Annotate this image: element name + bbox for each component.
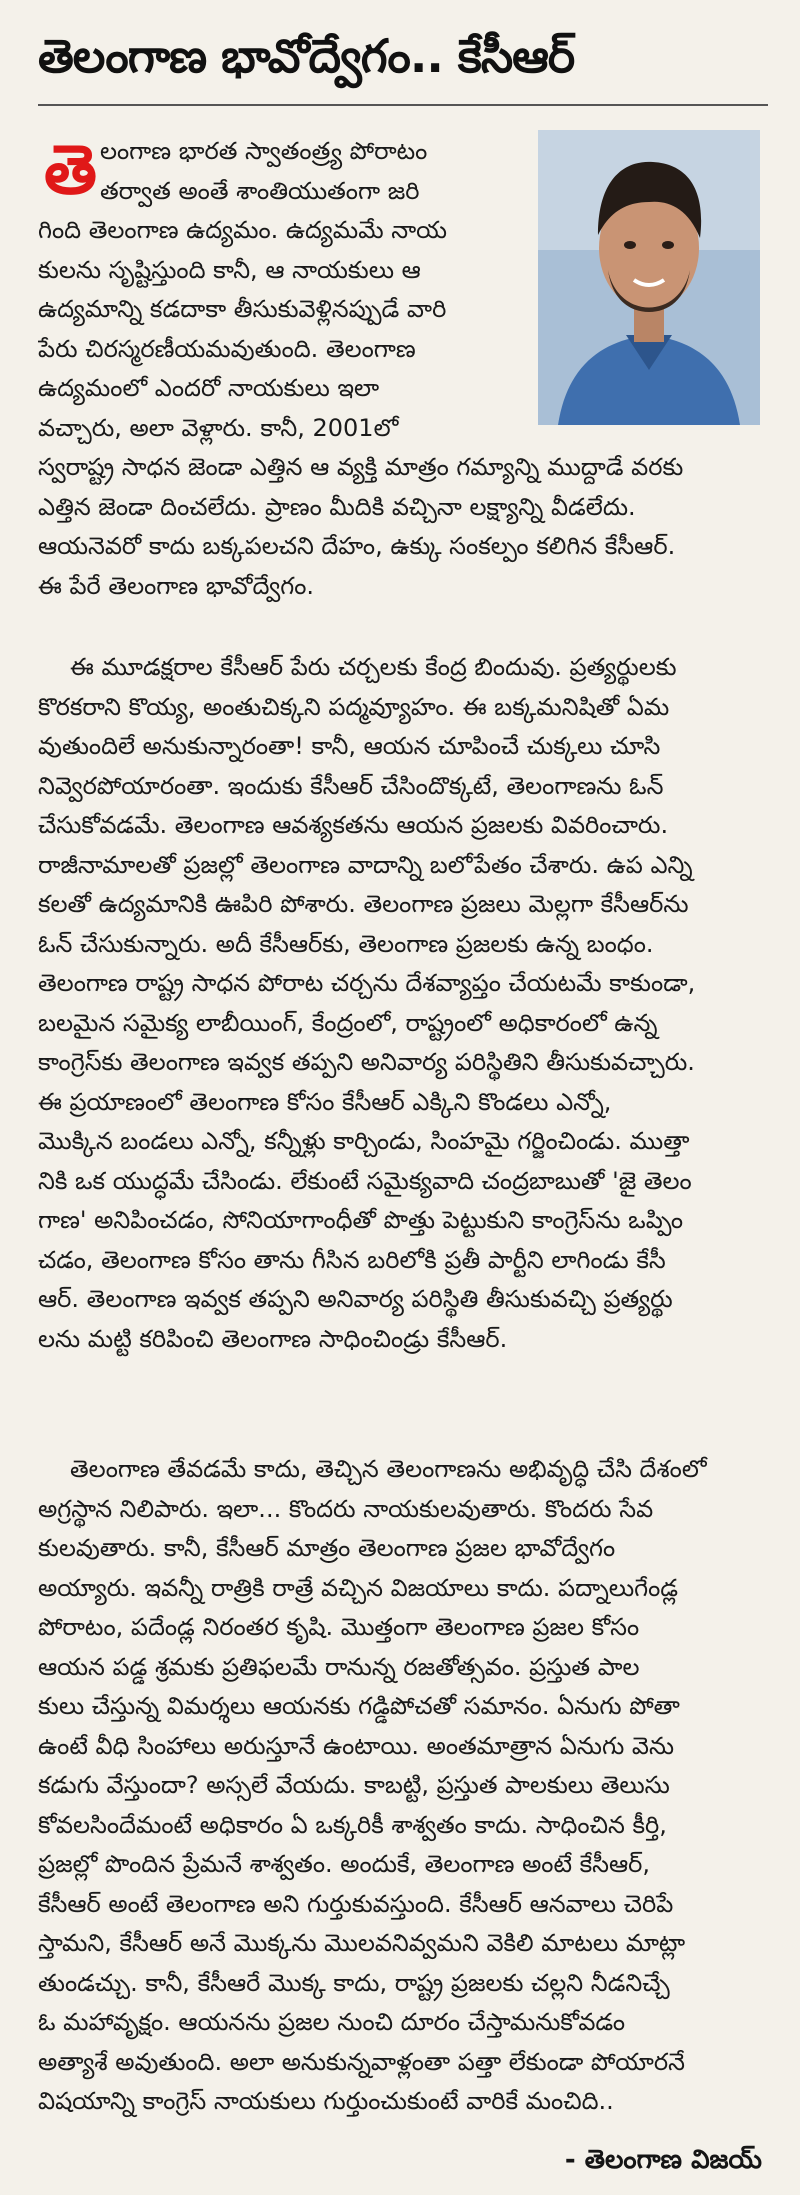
text-line: విషయాన్ని కాంగ్రెస్ నాయకులు గుర్తుంచుకుంటే వారికే మంచిది.. — [38, 2087, 614, 2115]
text-line: ఆర్. తెలంగాణ ఇవ్వక తప్పని అనివార్య పరిస్థితి తీసుకువచ్చి ప్రత్యర్థు — [38, 1285, 673, 1313]
text-line: బలమైన సమైక్య లాబీయింగ్, కేంద్రంలో, రాష్ట్రంలో అధికారంలో ఉన్న — [38, 1008, 658, 1037]
text-line: తెలంగాణ తేవడమే కాదు, తెచ్చిన తెలంగాణను అభివృద్ధి చేసి దేశంలో — [70, 1455, 707, 1483]
text-line: చేసుకోవడమే. తెలంగాణ ఆవశ్యకతను ఆయన ప్రజలకు వివరించారు. — [38, 811, 669, 839]
text-line: ఈ మూడక్షరాల కేసీఆర్ పేరు చర్చలకు కేంద్ర బిందువు. ప్రత్యర్థులకు — [70, 653, 677, 681]
text-line: మొక్కిన బండలు ఎన్నో, కన్నీళ్లు కార్చిండు, సింహమై గర్జించిండు. ముత్తా — [38, 1127, 690, 1155]
text-line: వుతుందిలే అనుకున్నారంతా! కానీ, ఆయన చూపించే చుక్కలు చూసి — [38, 732, 661, 760]
text-line: కొరకరాని కొయ్య, అంతుచిక్కని పద్మవ్యూహం. ఈ బక్కమనిషితో ఏమ — [38, 692, 670, 721]
text-line: రాజీనామాలతో ప్రజల్లో తెలంగాణ వాదాన్ని బలోపేతం చేశారు. ఉప ఎన్ని — [38, 850, 693, 879]
text-line: నికి ఒక యుద్ధమే చేసిండు. లేకుంటే సమైక్యవాది చంద్రబాబుతో 'జై తెలం — [38, 1166, 692, 1195]
text-line: ఈ పేరే తెలంగాణ భావోద్వేగం. — [38, 571, 315, 600]
headline-divider — [38, 104, 768, 106]
author-photo — [538, 130, 760, 425]
text-line: ప్రజల్లో పొందిన ప్రేమనే శాశ్వతం. అందుకే, తెలంగాణ అంటే కేసీఆర్, — [38, 1850, 650, 1878]
text-line: స్తామని, కేసీఆర్ అనే మొక్కను మొలవనివ్వమని వెకిలి మాటలు మాట్లా — [38, 1929, 686, 1957]
text-line: తెలంగాణ రాష్ట్ర సాధన పోరాట చర్చను దేశవ్యాప్తం చేయటమే కాకుండా, — [38, 969, 696, 997]
text-line: వచ్చారు, అలా వెళ్లారు. కానీ, 2001లో — [38, 413, 399, 442]
text-line: ఆయన పడ్డ శ్రమకు ప్రతిఫలమే రానున్న రజతోత్సవం. ప్రస్తుత పాల — [38, 1652, 640, 1681]
text-line: లను మట్టి కరిపించి తెలంగాణ సాధించిండ్రు కేసీఆర్. — [38, 1324, 508, 1353]
text-line: స్వరాష్ట్ర సాధన జెండా ఎత్తిన ఆ వ్యక్తి మాత్రం గమ్యాన్ని ముద్దాడే వరకు — [38, 453, 684, 481]
text-line: ఉద్యమంలో ఎందరో నాయకులు ఇలా — [38, 374, 380, 402]
text-line: పోరాటం, పదేండ్ల నిరంతర కృషి. మొత్తంగా తెలంగాణ ప్రజల కోసం — [38, 1613, 640, 1641]
text-line: ఎత్తిన జెండా దించలేదు. ప్రాణం మీదికి వచ్చినా లక్ష్యాన్ని వీడలేదు. — [38, 492, 636, 521]
text-line: ఉద్యమాన్ని కడదాకా తీసుకువెళ్లినప్పుడే వారి — [38, 295, 447, 323]
text-line: గింది తెలంగాణ ఉద్యమం. ఉద్యమమే నాయ — [38, 216, 448, 244]
text-line: కాంగ్రెస్‌కు తెలంగాణ ఇవ్వక తప్పని అనివార్య పరిస్థితిని తీసుకువచ్చారు. — [38, 1048, 695, 1076]
text-line: తర్వాత అంతే శాంతియుతంగా జరి — [100, 176, 420, 205]
text-line: అత్యాశే అవుతుంది. అలా అనుకున్నవాళ్లంతా పత్తా లేకుండా పోయారనే — [38, 2047, 685, 2076]
text-line: ఉంటే వీధి సింహాలు అరుస్తూనే ఉంటాయి. అంతమాత్రాన ఏనుగు వెను — [38, 1731, 675, 1760]
text-line: అయ్యారు. ఇవన్నీ రాత్రికి రాత్రే వచ్చిన విజయాలు కాదు. పద్నాలుగేండ్ల — [38, 1573, 679, 1602]
text-line: అగ్రస్థాన నిలిపారు. ఇలా... కొందరు నాయకులవుతారు. కొందరు సేవ — [38, 1494, 654, 1523]
text-line: తుండచ్చు. కానీ, కేసీఆరే మొక్క కాదు, రాష్ట్ర ప్రజలకు చల్లని నీడనిచ్చే — [38, 1968, 670, 1997]
text-line: కలతో ఉద్యమానికి ఊపిరి పోశారు. తెలంగాణ ప్రజలు మెల్లగా కేసీఆర్‌ను — [38, 890, 689, 918]
text-line: ఆయనెవరో కాదు బక్కపలచని దేహం, ఉక్కు సంకల్పం కలిగిన కేసీఆర్. — [38, 532, 676, 560]
text-line: ఈ ప్రయాణంలో తెలంగాణ కోసం కేసీఆర్ ఎక్కిని కొండలు ఎన్నో, — [38, 1087, 612, 1116]
text-line: నివ్వెరపోయారంతా. ఇందుకు కేసీఆర్ చేసిందొక్కటే, తెలంగాణను ఓన్ — [38, 771, 664, 800]
text-line: గాణ' అనిపించడం, సోనియాగాంధీతో పొత్తు పెట్టుకుని కాంగ్రెస్‌ను ఒప్పిం — [38, 1206, 684, 1234]
text-line: కులు చేస్తున్న విమర్శలు ఆయనకు గడ్డిపోచతో సమానం. ఏనుగు పోతా — [38, 1692, 680, 1720]
text-line: లంగాణ భారత స్వాతంత్ర్య పోరాటం — [100, 137, 428, 165]
drop-cap: తె — [44, 130, 97, 210]
text-line: కులవుతారు. కానీ, కేసీఆర్ మాత్రం తెలంగాణ ప్రజల భావోద్వేగం — [38, 1534, 616, 1562]
author-signature: - తెలంగాణ విజయ్ — [564, 2145, 762, 2175]
text-line: చడం, తెలంగాణ కోసం తాను గీసిన బరిలోకి ప్రతీ పార్టీని లాగిండు కేసీ — [38, 1245, 666, 1274]
text-line: ఓన్ చేసుకున్నారు. అదీ కేసీఆర్‌కు, తెలంగాణ ప్రజలకు ఉన్న బంధం. — [38, 929, 654, 958]
text-line: పేరు చిరస్మరణీయమవుతుంది. తెలంగాణ — [38, 334, 416, 363]
headline: తెలంగాణ భావోద్వేగం.. కేసీఆర్ — [38, 29, 575, 83]
text-line: కడుగు వేస్తుందా? అస్సలే వేయదు. కాబట్టి, ప్రస్తుత పాలకులు తెలుసు — [38, 1771, 670, 1799]
portrait-illustration — [538, 130, 760, 425]
text-line: కోవలసిందేమంటే అధికారం ఏ ఒక్కరికీ శాశ్వతం కాదు. సాధించిన కీర్తి, — [38, 1810, 667, 1839]
text-line: కులను సృష్టిస్తుంది కానీ, ఆ నాయకులు ఆ — [38, 255, 421, 284]
text-line: ఓ మహావృక్షం. ఆయనను ప్రజల నుంచి దూరం చేస్తామనుకోవడం — [38, 2008, 625, 2036]
text-line: కేసీఆర్ అంటే తెలంగాణ అని గుర్తుకువస్తుంది. కేసీఆర్ ఆనవాలు చెరిపే — [38, 1889, 674, 1918]
